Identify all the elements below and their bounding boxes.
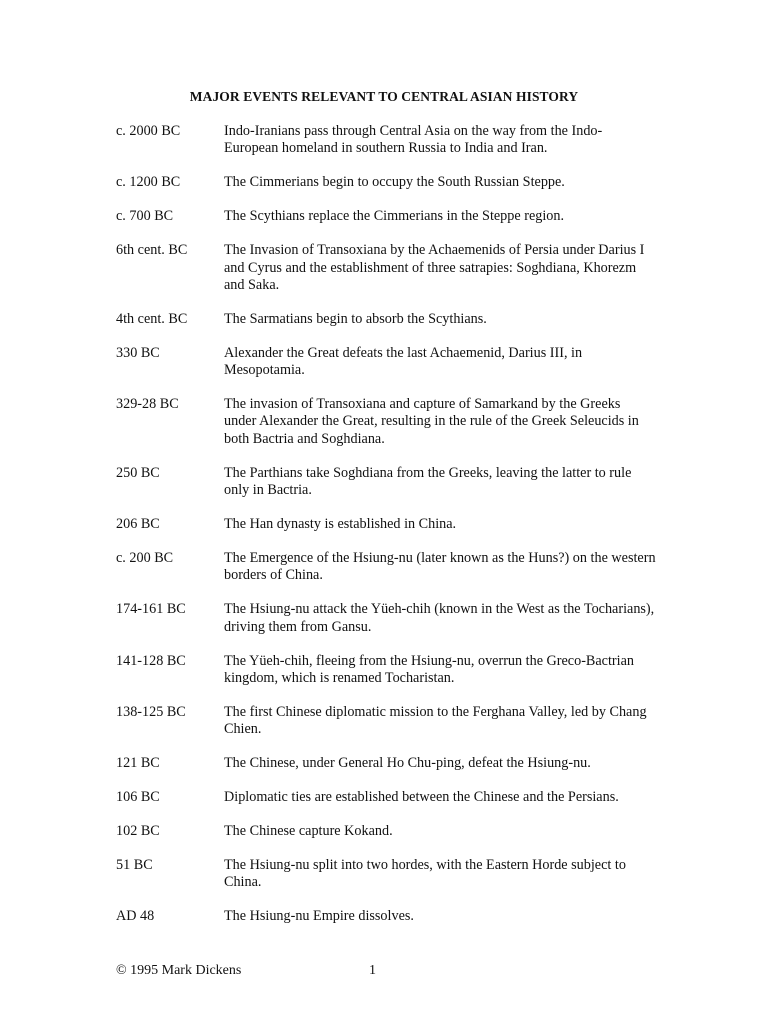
event-date: 51 BC [116, 857, 153, 874]
event-row [116, 823, 656, 840]
event-row [116, 516, 656, 533]
events-list [116, 123, 656, 942]
event-row [116, 345, 656, 380]
event-description: The Hsiung-nu attack the Yüeh-chih (known in the West as the Tocharians), driving them from Gansu. [224, 601, 655, 635]
event-date: 206 BC [116, 515, 160, 532]
event-date: 174-161 BC [116, 601, 186, 618]
event-row [116, 123, 656, 158]
event-row [116, 704, 656, 739]
event-date: 141-128 BC [116, 652, 186, 669]
event-description: The Chinese, under General Ho Chu-ping, defeat the Hsiung-nu. [224, 755, 591, 772]
event-description: The Invasion of Transoxiana by the Achaemenids of Persia under Darius I and Cyrus and the establishment of three satrapies: Soghdiana, Khorezm and Saka. [224, 242, 645, 293]
event-description: The Yüeh-chih, fleeing from the Hsiung-nu, overrun the Greco-Bactrian kingdom, which is renamed Tocharistan. [224, 652, 634, 686]
event-description: The Parthians take Soghdiana from the Greeks, leaving the latter to rule only in Bactria. [224, 464, 632, 498]
event-description: The Scythians replace the Cimmerians in the Steppe region. [224, 208, 565, 225]
event-row [116, 242, 656, 294]
event-date: 102 BC [116, 823, 160, 840]
event-date: 330 BC [116, 344, 160, 361]
event-date: 4th cent. BC [116, 310, 188, 327]
event-description: The invasion of Transoxiana and capture of Samarkand by the Greeks under Alexander the Great, resulting in the rule of the Greek Seleucids in both Bactria and Soghdiana. [224, 396, 639, 447]
page-number: 1 [369, 963, 376, 978]
event-row [116, 174, 656, 191]
event-description: The Hsiung-nu split into two hordes, with the Eastern Horde subject to China. [224, 857, 626, 891]
event-row [116, 789, 656, 806]
event-date: c. 200 BC [116, 549, 174, 566]
event-row [116, 208, 656, 225]
event-row [116, 601, 656, 636]
event-row [116, 311, 656, 328]
event-description: Indo-Iranians pass through Central Asia on the way from the Indo-European homeland in southern Russia to India and Iran. [224, 123, 603, 157]
event-description: The Han dynasty is established in China. [224, 515, 457, 532]
event-date: 121 BC [116, 755, 160, 772]
document-title: MAJOR EVENTS RELEVANT TO CENTRAL ASIAN HISTORY [189, 89, 579, 104]
event-description: The Emergence of the Hsiung-nu (later known as the Huns?) on the western borders of China. [224, 549, 656, 584]
event-row [116, 465, 656, 500]
event-date: c. 700 BC [116, 208, 174, 225]
event-description: Alexander the Great defeats the last Achaemenid, Darius III, in Mesopotamia. [224, 344, 583, 379]
event-date: 106 BC [116, 789, 160, 806]
event-row [116, 755, 656, 772]
event-date: 329-28 BC [116, 396, 179, 413]
event-row [116, 857, 656, 892]
event-description: The Cimmerians begin to occupy the South Russian Steppe. [224, 174, 565, 191]
event-date: c. 2000 BC [116, 123, 181, 139]
event-date: c. 1200 BC [116, 174, 181, 191]
event-date: 6th cent. BC [116, 242, 188, 259]
event-date: 250 BC [116, 464, 160, 481]
event-description: The first Chinese diplomatic mission to the Ferghana Valley, led by Chang Chien. [224, 703, 647, 738]
footer-copyright: © 1995 Mark Dickens [116, 963, 242, 978]
event-row [116, 396, 656, 448]
event-description: The Sarmatians begin to absorb the Scythians. [224, 310, 487, 327]
event-description: The Chinese capture Kokand. [224, 823, 393, 840]
event-row [116, 550, 656, 585]
event-description: The Hsiung-nu Empire dissolves. [224, 908, 414, 925]
event-row [116, 908, 656, 925]
event-date: 138-125 BC [116, 703, 186, 720]
event-row [116, 653, 656, 688]
event-description: Diplomatic ties are established between the Chinese and the Persians. [224, 789, 619, 806]
event-date: AD 48 [116, 908, 155, 925]
